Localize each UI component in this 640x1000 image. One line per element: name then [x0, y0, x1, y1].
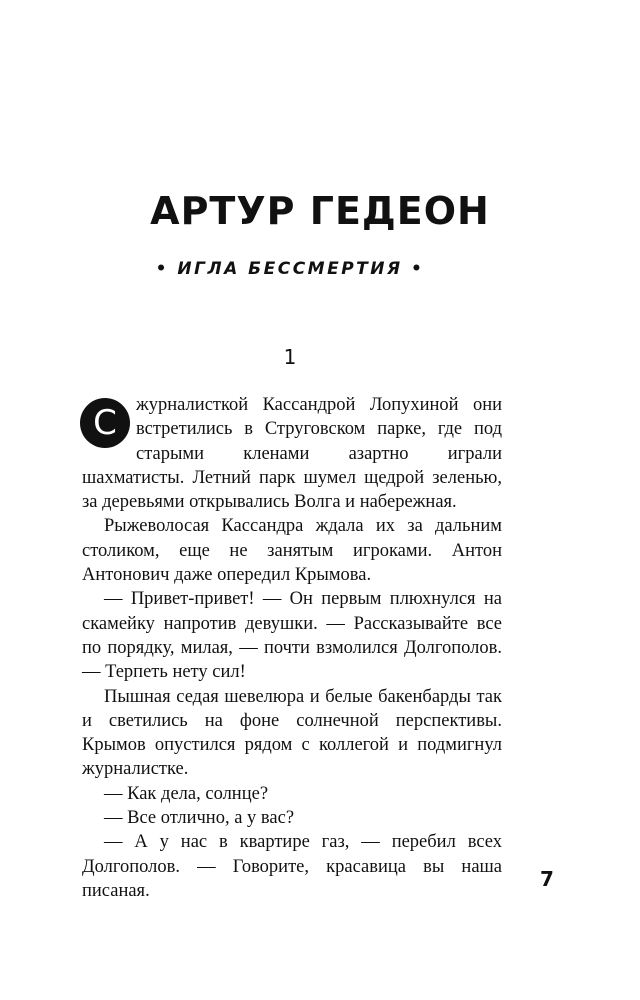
chapter-text: [82, 393, 502, 903]
drop-cap: С: [80, 398, 130, 448]
paragraph: — Как дела, солнце?: [104, 783, 269, 804]
page-number: 7: [540, 867, 554, 891]
paragraph: — А у нас в квартире газ, — перебил всех Долгополов. — Говорите, красавица вы наша писаная.: [82, 832, 502, 901]
paragraph: Рыжеволосая Кассандра ждала их за дальним столиком, еще не занятым игроками. Антон Антонович даже опередил Крымова.: [82, 516, 502, 586]
paragraph: Пышная седая шевелюра и белые бакенбарды так и светились на фоне солнечной перспективы. Крымов опустился рядом с коллегой и подмигнул журналистке.: [82, 686, 502, 780]
chapter-number: 1: [283, 345, 297, 369]
paragraph: — Привет-привет! — Он первым плюхнулся на скамейку напротив девушки. — Рассказывайте все по порядку, милая, — почти взмолился Долгополов. — Терпеть нету сил!: [82, 589, 502, 683]
paragraph: — Все отлично, а у вас?: [104, 808, 295, 829]
book-title: • ИГЛА БЕССМЕРТИЯ •: [155, 259, 425, 279]
author-name: АРТУР ГЕДЕОН: [150, 189, 490, 233]
paragraph: С журналисткой Кассандрой Лопухиной они встретились в Струговском парке, где под старыми кленами азартно играли шахматисты. Летний парк шумел щедрой зеленью, за деревьями открывались Волга и набережная.: [82, 395, 502, 513]
